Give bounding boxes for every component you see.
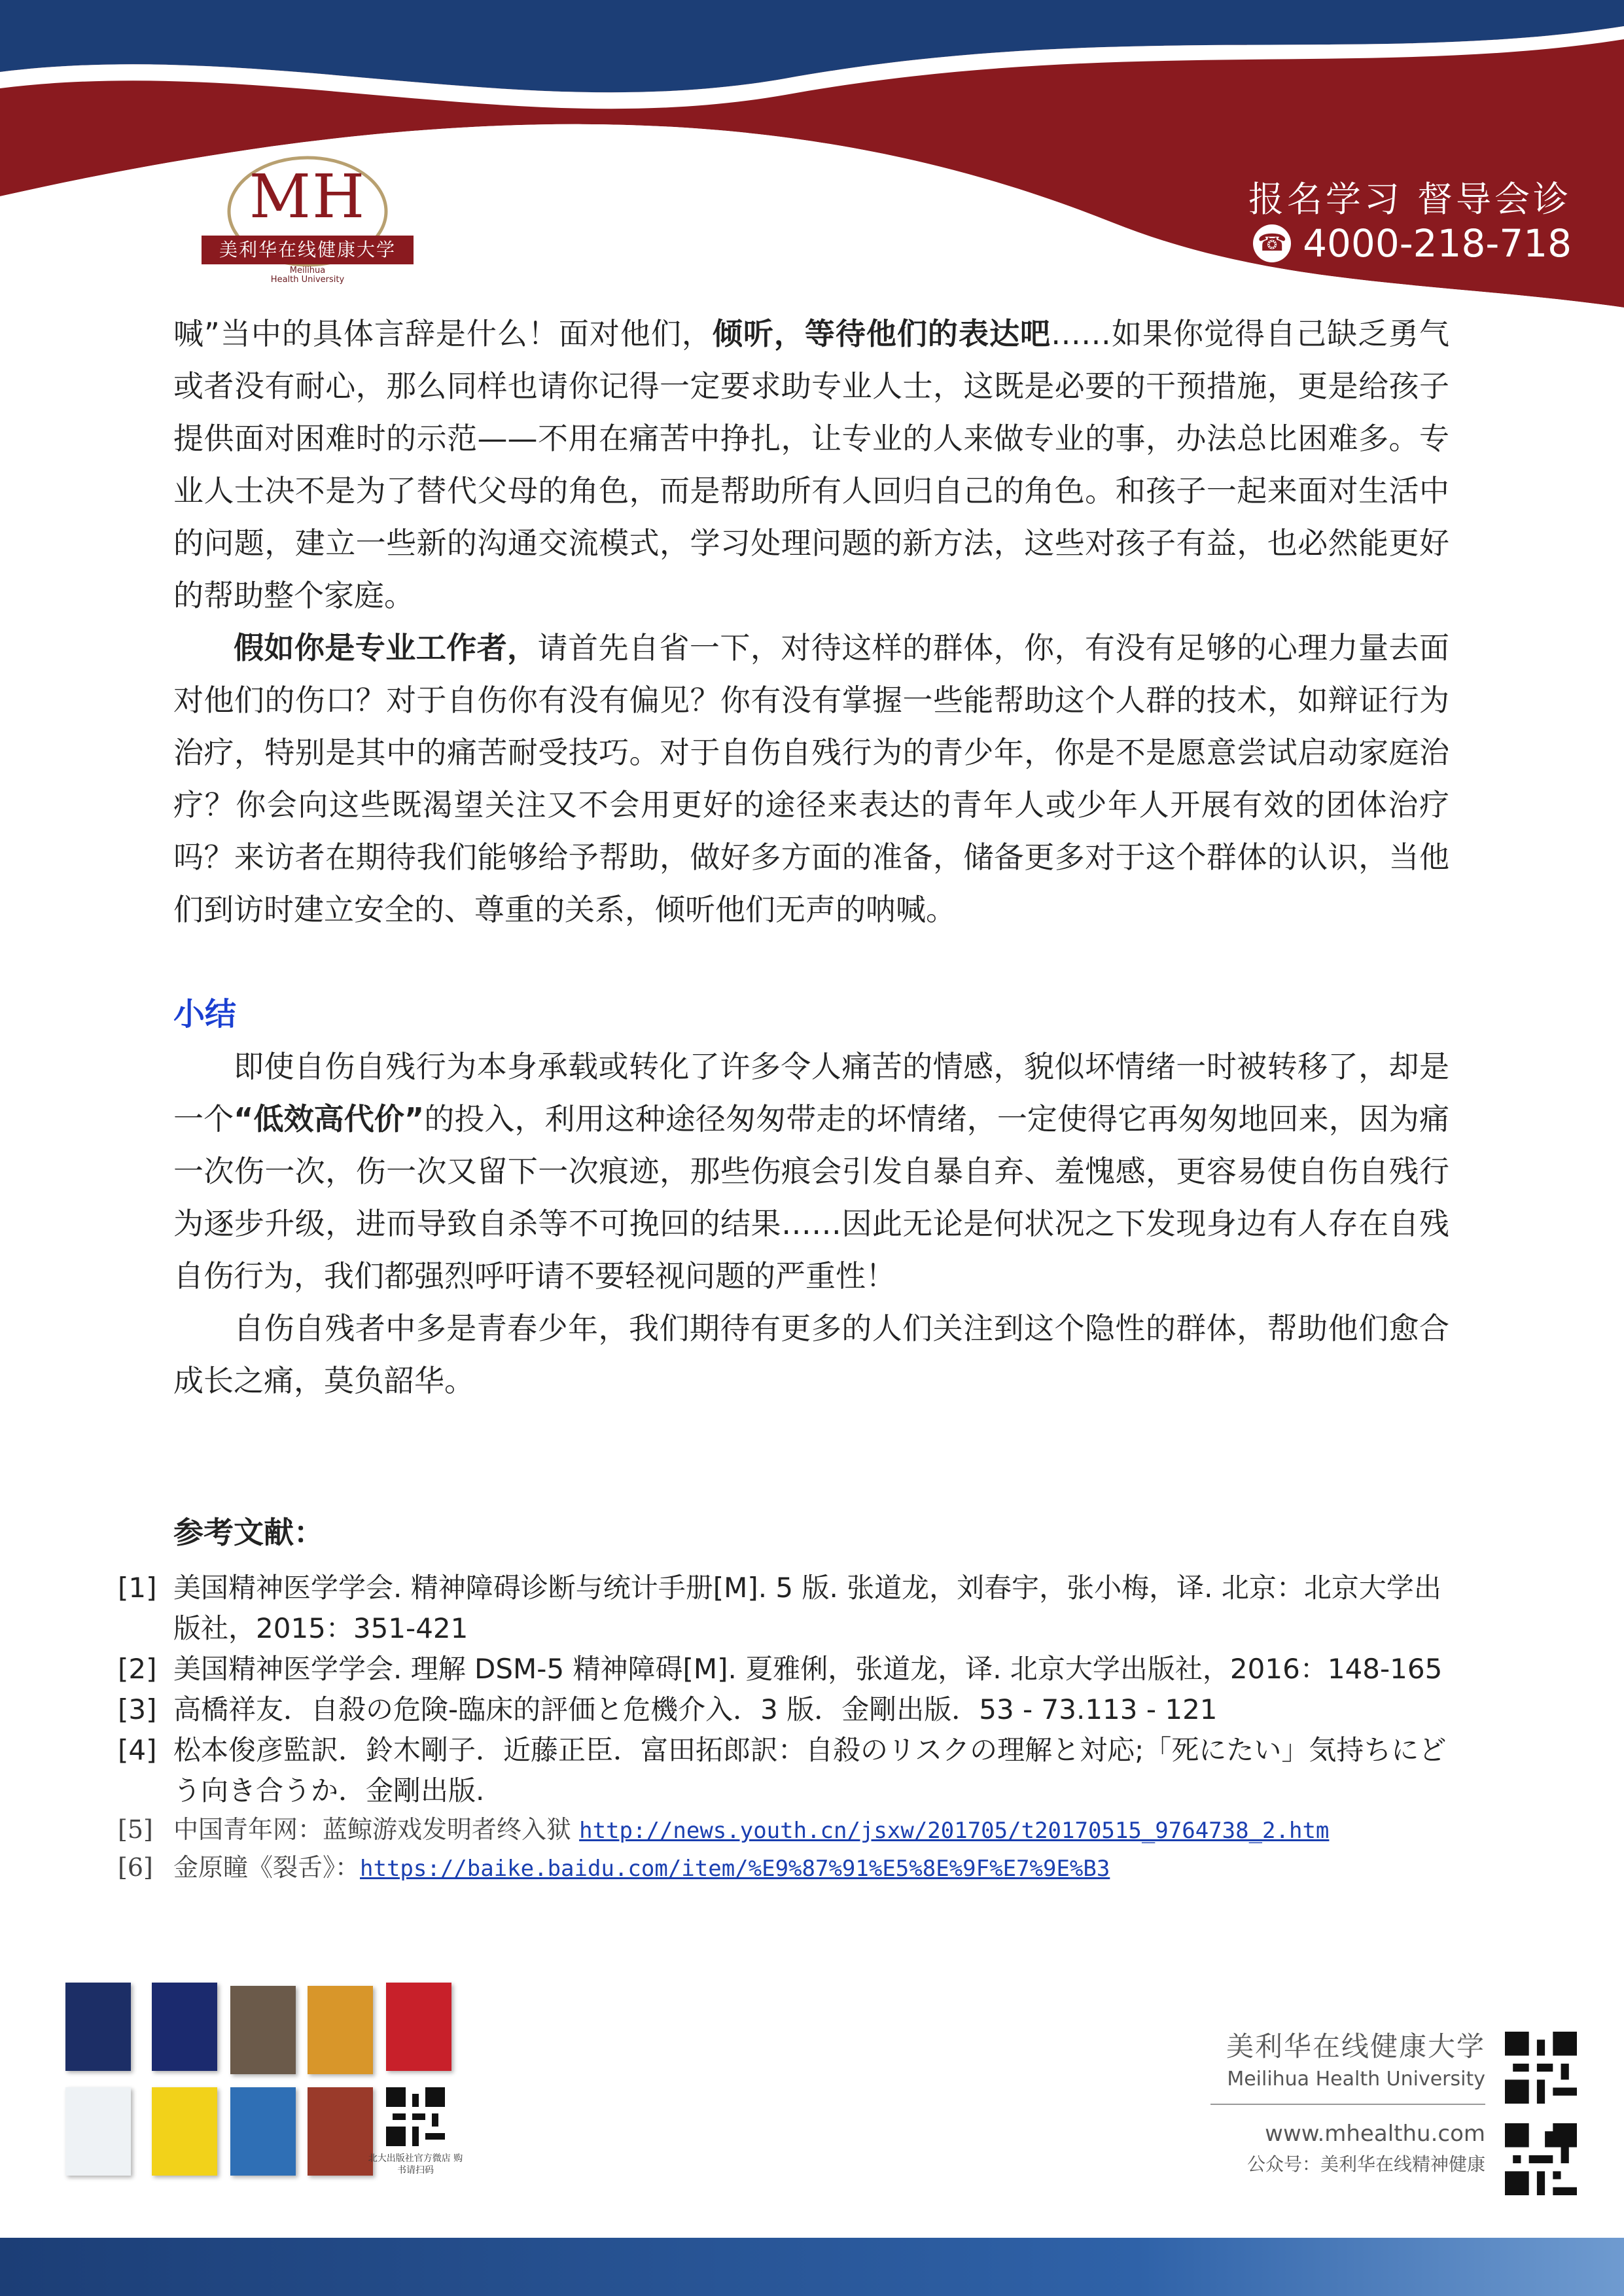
- reference-item: [118, 1649, 1453, 1689]
- reference-number: [6]: [118, 1853, 153, 1882]
- footer-bar: [0, 2238, 1624, 2296]
- reference-number: [5]: [118, 1815, 153, 1844]
- reference-text: 松本俊彦監訳．鈴木剛子．近藤正臣．富田拓郎訳：自殺のリスクの理解と対応;「死にたい」気持ちにどう向き合うか．金剛出版.: [173, 1734, 1447, 1807]
- book-cover: [65, 1983, 131, 2071]
- reference-text: [173, 1849, 1453, 1887]
- university-logo: [196, 154, 419, 285]
- book-cover: [152, 2087, 217, 2176]
- references-section: [118, 1511, 1453, 1887]
- text-run: 喊”当中的具体言辞是什么！面对他们，: [173, 316, 713, 351]
- reference-item: [118, 1689, 1453, 1730]
- text-run: 请首先自省一下，对待这样的群体，你，有没有足够的心理力量去面对他们的伤口？对于自伤你有没有偏见？你有没有掌握一些能帮助这个人群的技术，如辩证行为治疗，特别是其中的痛苦耐受技巧。对于自伤自残行为的青少年，你是不是愿意尝试启动家庭治疗？你会向这些既渴望关注又不会用更好的途径来表达的青年人或少年人开展有效的团体治疗吗？来访者在期待我们能够给予帮助，做好多方面的准备，储备更多对于这个群体的认识，当他们到访时建立安全的、尊重的关系，倾听他们无声的呐喊。: [173, 630, 1450, 927]
- qr-code-icon[interactable]: [1505, 2032, 1577, 2104]
- paragraph-summary: [173, 1040, 1449, 1302]
- reference-link[interactable]: https://baike.baidu.com/item/%E9%87%91%E5%8E%9F%E7%9E%B3: [360, 1856, 1110, 1882]
- book-cover: [65, 2087, 131, 2176]
- logo-en-line1: Meilihua: [289, 266, 326, 275]
- logo-en-name: [196, 266, 419, 285]
- book-cover: [230, 1986, 296, 2074]
- qr-code-icon[interactable]: [386, 2087, 445, 2146]
- qr-caption: 北大出版社官方微店 购书请扫码: [368, 2153, 463, 2176]
- reference-source: 中国青年网：蓝鲸游戏发明者终入狱: [173, 1815, 580, 1844]
- text-run: 的投入，利用这种途径匆匆带走的坏情绪，一定使得它再匆匆地回来，因为痛一次伤一次，伤一次又留下一次痕迹，那些伤痕会引发自暴自弃、羞愧感，更容易使自伤自残行为逐步升级，进而导致自杀等不可挽回的结果……因此无论是何状况之下发现身边有人存在自残自伤行为，我们都强烈呼吁请不要轻视问题的严重性！: [173, 1101, 1450, 1294]
- reference-item: [118, 1811, 1453, 1849]
- reference-number: [1]: [118, 1572, 157, 1604]
- header-phone: [1253, 221, 1572, 266]
- article-body: [173, 308, 1449, 1407]
- phone-icon: ☎: [1253, 224, 1291, 262]
- qr-code-icon[interactable]: [1505, 2123, 1577, 2195]
- brand-wechat: 公众号：美利华在线精神健康: [1246, 2153, 1485, 2175]
- brand-cn-name: 美利华在线健康大学: [1226, 2030, 1485, 2062]
- paragraph-parents: [173, 308, 1449, 622]
- book-cover: [308, 1986, 373, 2074]
- reference-text: 美国精神医学学会. 精神障碍诊断与统计手册[M]. 5 版. 张道龙，刘春宇，张小梅，译. 北京：北京大学出版社，2015：351-421: [173, 1572, 1441, 1644]
- section-title-summary: 小结: [173, 996, 237, 1033]
- brand-en-name: Meilihua Health University: [1227, 2068, 1485, 2091]
- reference-source: 金原瞳《裂舌》：: [173, 1853, 361, 1882]
- reference-text: [173, 1811, 1453, 1849]
- logo-mark: MH: [249, 162, 366, 232]
- logo-en-line2: Health University: [270, 275, 345, 285]
- logo-cn-name: 美利华在线健康大学: [202, 236, 414, 264]
- book-cover: [230, 2087, 296, 2176]
- text-run: ……如果你觉得自己缺乏勇气或者没有耐心，那么同样也请你记得一定要求助专业人士，这既是必要的干预措施，更是给孩子提供面对困难时的示范——不用在痛苦中挣扎，让专业的人来做专业的事，办法总比困难多。专业人士决不是为了替代父母的角色，而是帮助所有人回归自己的角色。和孩子一起来面对生活中的问题，建立一些新的沟通交流模式，学习处理问题的新方法，这些对孩子有益，也必然能更好的帮助整个家庭。: [173, 316, 1449, 613]
- reference-item: [118, 1849, 1453, 1887]
- reference-item: [118, 1730, 1453, 1811]
- reference-item: [118, 1568, 1453, 1649]
- text-run: 即使自伤自残行为本身承载或转化了许多令人痛苦的情感，貌似坏情绪一时被转移了，却是一个: [173, 1049, 1449, 1137]
- brand-divider: [1210, 2104, 1485, 2105]
- brand-website[interactable]: www.mhealthu.com: [1265, 2121, 1485, 2147]
- reference-number: [4]: [118, 1734, 157, 1766]
- header-slogan: 报名学习 督导会诊: [1248, 179, 1572, 220]
- emphasis-low-efficiency: “低效高代价”: [234, 1101, 425, 1137]
- paragraph-closing: 自伤自残者中多是青春少年，我们期待有更多的人们关注到这个隐性的群体，帮助他们愈合成长之痛，莫负韶华。: [173, 1311, 1449, 1398]
- phone-number: 4000-218-718: [1303, 221, 1572, 266]
- references-title: 参考文献：: [173, 1515, 324, 1550]
- reference-link[interactable]: http://news.youth.cn/jsxw/201705/t20170515_9764738_2.htm: [579, 1818, 1330, 1844]
- reference-text: 美国精神医学学会. 理解 DSM-5 精神障碍[M]. 夏雅俐，张道龙，译. 北京大学出版社，2016：148-165: [173, 1653, 1443, 1685]
- book-cover: [152, 1983, 217, 2071]
- reference-number: [3]: [118, 1693, 157, 1725]
- emphasis-professional: 假如你是专业工作者，: [234, 630, 538, 665]
- reference-text: 高橋祥友．自殺の危険-臨床的評価と危機介入．3 版．金剛出版．53 - 73.113 - 121: [173, 1693, 1218, 1725]
- reference-number: [2]: [118, 1653, 157, 1685]
- book-cover: [386, 1983, 451, 2071]
- emphasis-listen: 倾听，等待他们的表达吧: [712, 316, 1051, 351]
- book-cover: [308, 2087, 373, 2176]
- paragraph-professionals: [173, 622, 1449, 936]
